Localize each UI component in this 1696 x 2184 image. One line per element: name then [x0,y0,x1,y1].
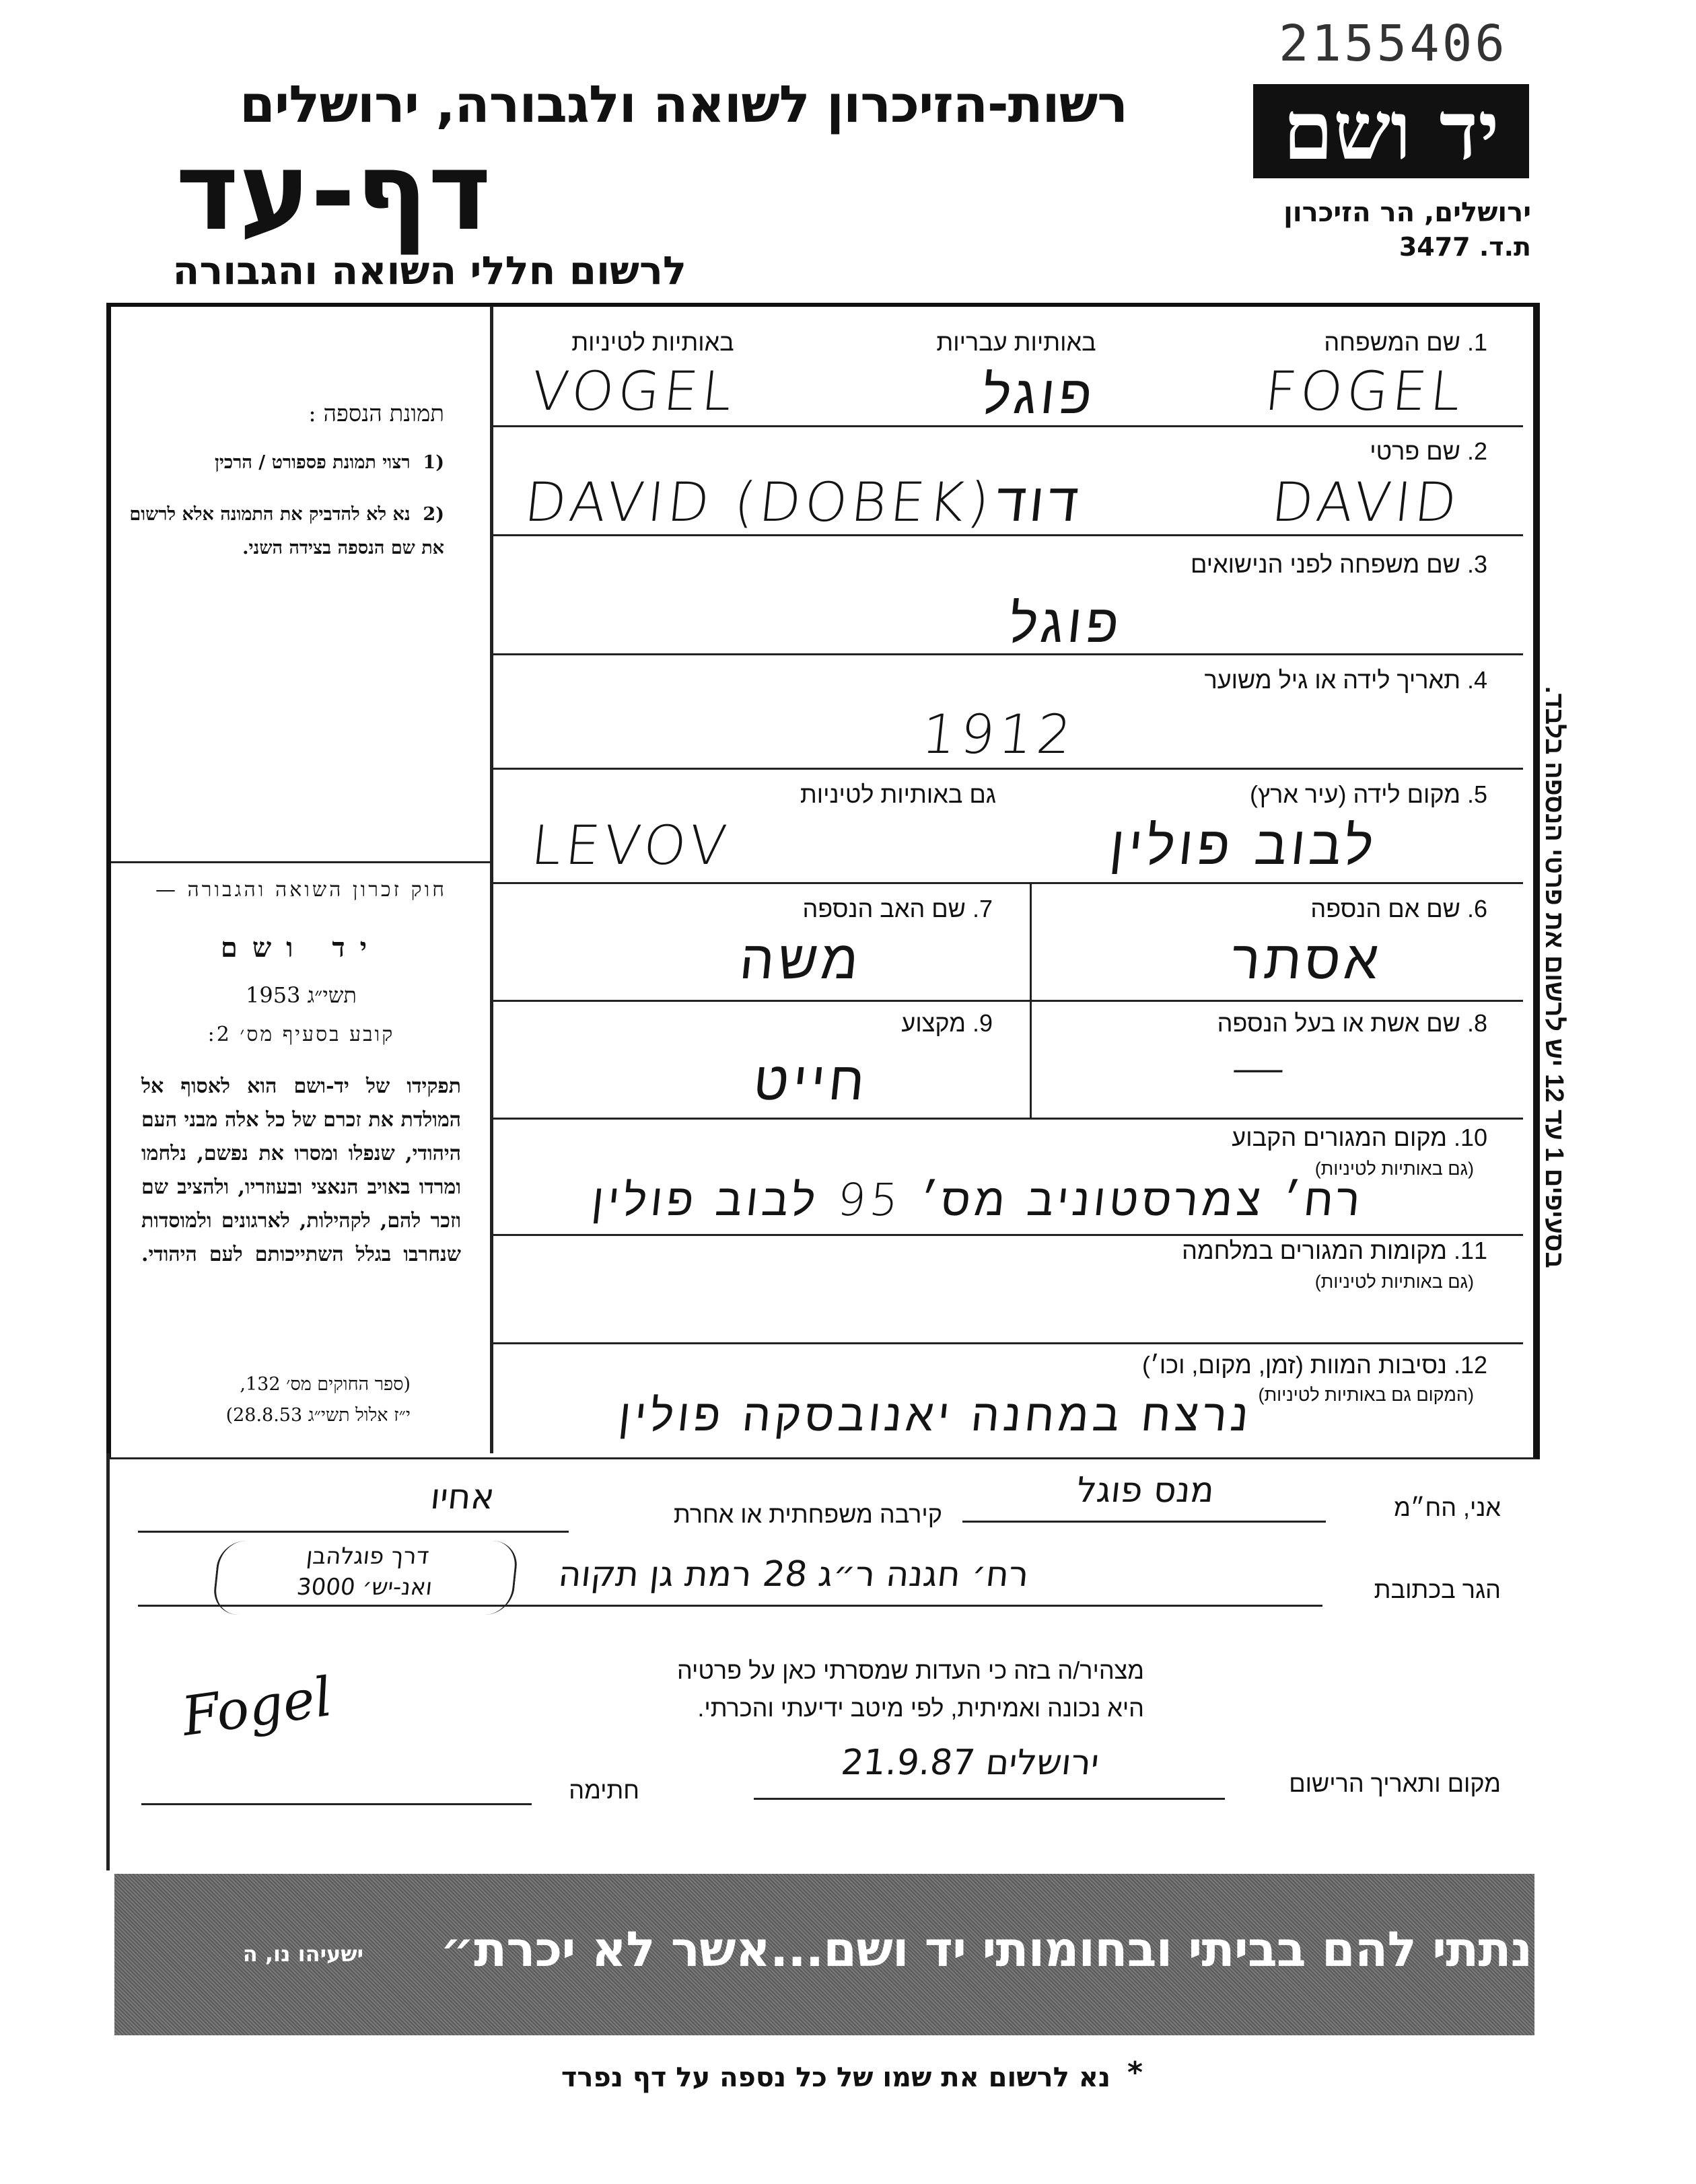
address-line-2: ת.ד. 3477 [1399,232,1531,262]
field-10-value: רח׳ צמרסטוניב מס׳ 95 לבוב פולין [589,1174,1367,1226]
place-date-value: ירושלים 21.9.87 [839,1743,1101,1783]
field-9-label: 9. מקצוע [901,1009,993,1037]
law-name: יד ושם [220,932,382,963]
row-line [493,1342,1523,1344]
row-line [493,768,1523,770]
address-value: רח׳ חגנה ר״ג 28 רמת גן תקוה [556,1554,1031,1595]
address-line-1: ירושלים, הר הזיכרון [1283,197,1531,228]
row-line [493,1000,1523,1002]
signature-line [141,1803,532,1805]
address-label: הגר בכתובת [1374,1576,1501,1603]
field-10-sub: (גם באותיות לטיניות) [1314,1159,1474,1179]
footer-mark: * [1127,2055,1143,2090]
photo-note-1-number: (1 [423,452,444,473]
field-1-latin-value: VOGEL [528,360,740,423]
field-2-latin-value: DAVID (DOBEK) [522,471,997,534]
field-1-hebrew-value: פוגל [979,363,1100,426]
statement-line-2: היא נכונה ואמיתית, לפי מיטב ידיעתי והכרתי. [697,1694,1144,1722]
side-note: בסעיפים 1 עד 12 יש לרשום את פרטי הנספה בלבד. [1540,686,1568,1268]
field-12-label: 12. נסיבות המוות (זמן, מקום, וכו׳) [1141,1351,1487,1379]
relation-line [138,1531,569,1533]
column-divider [490,306,493,1453]
field-5-label: 5. מקום לידה (עיר ארץ) [1249,780,1487,808]
law-line-1: חוק זכרון השואה והגבורה — [155,878,448,902]
relation-value: אחיו [428,1477,497,1517]
address-note [211,1541,520,1615]
banner-quote: ״ונתתי להם בביתי ובחומותי יד ושם...אשר לא יכרת״ [439,1921,1582,1977]
page-title: דף-עד [175,129,491,254]
field-3-value: פוגל [1006,592,1127,655]
law-year: תשי״ג 1953 [246,982,357,1008]
field-10-label: 10. מקום המגורים הקבוע [1232,1124,1487,1151]
field-8-value: — [1228,1036,1293,1099]
field-11-sub: (גם באותיות לטיניות) [1314,1272,1474,1292]
photo-note-2-number: (2 [423,504,444,525]
field-7-value: משה [737,929,866,991]
place-date-label: מקום ותאריך הרישום [1289,1770,1501,1797]
field-1-hebrew-header: באותיות עבריות [936,328,1096,356]
photo-note-1 [125,452,444,473]
declarant-name: מנס פוגל [1074,1470,1217,1510]
field-5-latin-value: LEVOV [528,814,734,877]
signature-label: חתימה [569,1776,639,1804]
photo-box-title: תמונת הנספה : [308,400,444,427]
law-clause: קובע בסעיף מס׳ 2: [207,1023,395,1046]
page-subtitle: לרשום חללי השואה והגבורה [172,248,686,293]
banner-source: ישעיהו נו, ה [242,1941,363,1967]
field-3-label: 3. שם משפחה לפני הנישואים [1191,550,1487,578]
field-5-value: לבוב פולין [1107,814,1381,877]
photo-note-2 [128,498,444,565]
row-line [493,1118,1523,1120]
inner-divider [1030,883,1032,1118]
authority-title: רשות-הזיכרון לשואה ולגבורה, ירושלים [240,74,1127,134]
footer-note: נא לרשום את שמו של כל נספה על דף נפרד [561,2062,1110,2093]
place-date-line [754,1798,1225,1800]
declarant-name-line [962,1521,1326,1523]
relation-label: קירבה משפחתית או אחרת [673,1500,942,1528]
field-7-label: 7. שם האב הנספה [802,895,993,922]
signature: Fogel [178,1665,336,1749]
field-12-sub: (המקום גם באותיות לטיניות) [1258,1385,1474,1405]
field-12-value: נרצח במחנה יאנובסקה פולין [616,1389,1255,1441]
field-9-value: חייט [750,1050,872,1112]
field-4-value: 1912 [919,703,1079,766]
field-11-label: 11. מקומות המגורים במלחמה [1182,1237,1487,1264]
document-number: 2155406 [1279,15,1508,73]
address-note-line-1: דרך פוגלהבן [305,1543,431,1570]
row-line [493,882,1523,884]
bottom-left-border [106,1453,110,1870]
photo-note-2-text: נא לא להדביק את התמונה אלא לרשום את שם הנספה בצידה השני. [129,504,444,558]
row-line [493,534,1523,536]
statement-line-1: מצהיר/ה בזה כי העדות שמסרתי כאן על פרטיה [676,1657,1144,1684]
left-divider [111,861,491,863]
field-6-label: 6. שם אם הנספה [1310,895,1487,922]
law-body: תפקידו של יד-ושם הוא לאסוף אל המולדת את זכרם של כל אלה מבני העם היהודי, שנפלו ומסרו את נפשם, נלחמו ומרדו באויב הנאצי ובעוזריו, ולהציב שם וזכר להם, לקהילות, לארגונים ולמוסדות שנחרבו בגלל השתייכותם לעם היהודי. [141,1075,461,1266]
field-5-latin-header: גם באותיות לטיניות [800,780,996,808]
law-source-2: י״ז אלול תשי״ג 28.8.53) [225,1405,411,1426]
photo-note-1-text: רצוי תמונת פספורט / הרכין [214,452,411,473]
address-note-line-2: ואנ-יש׳ 3000 [295,1574,434,1601]
field-8-label: 8. שם אשת או בעל הנספה [1217,1009,1487,1037]
quote-banner [114,1874,1582,2035]
yad-vashem-logo [1253,84,1529,178]
declarant-name-label: אני, הח״מ [1394,1494,1501,1521]
field-1-label: 1. שם המשפחה [1324,328,1487,356]
field-4-label: 4. תאריך לידה או גיל משוער [1204,666,1487,694]
field-1-latin-header: באותיות לטיניות [571,328,734,356]
law-source-1: (ספר החוקים מס׳ 132, [240,1374,411,1395]
field-2-value: DAVID [1269,471,1464,534]
field-2-hebrew-value: דוד [993,471,1086,534]
field-1-value: FOGEL [1262,360,1468,423]
field-6-value: אסתר [1228,929,1386,991]
field-2-label: 2. שם פרטי [1370,437,1487,465]
row-line [493,1234,1523,1236]
logo-text: יד ושם [1283,83,1499,178]
